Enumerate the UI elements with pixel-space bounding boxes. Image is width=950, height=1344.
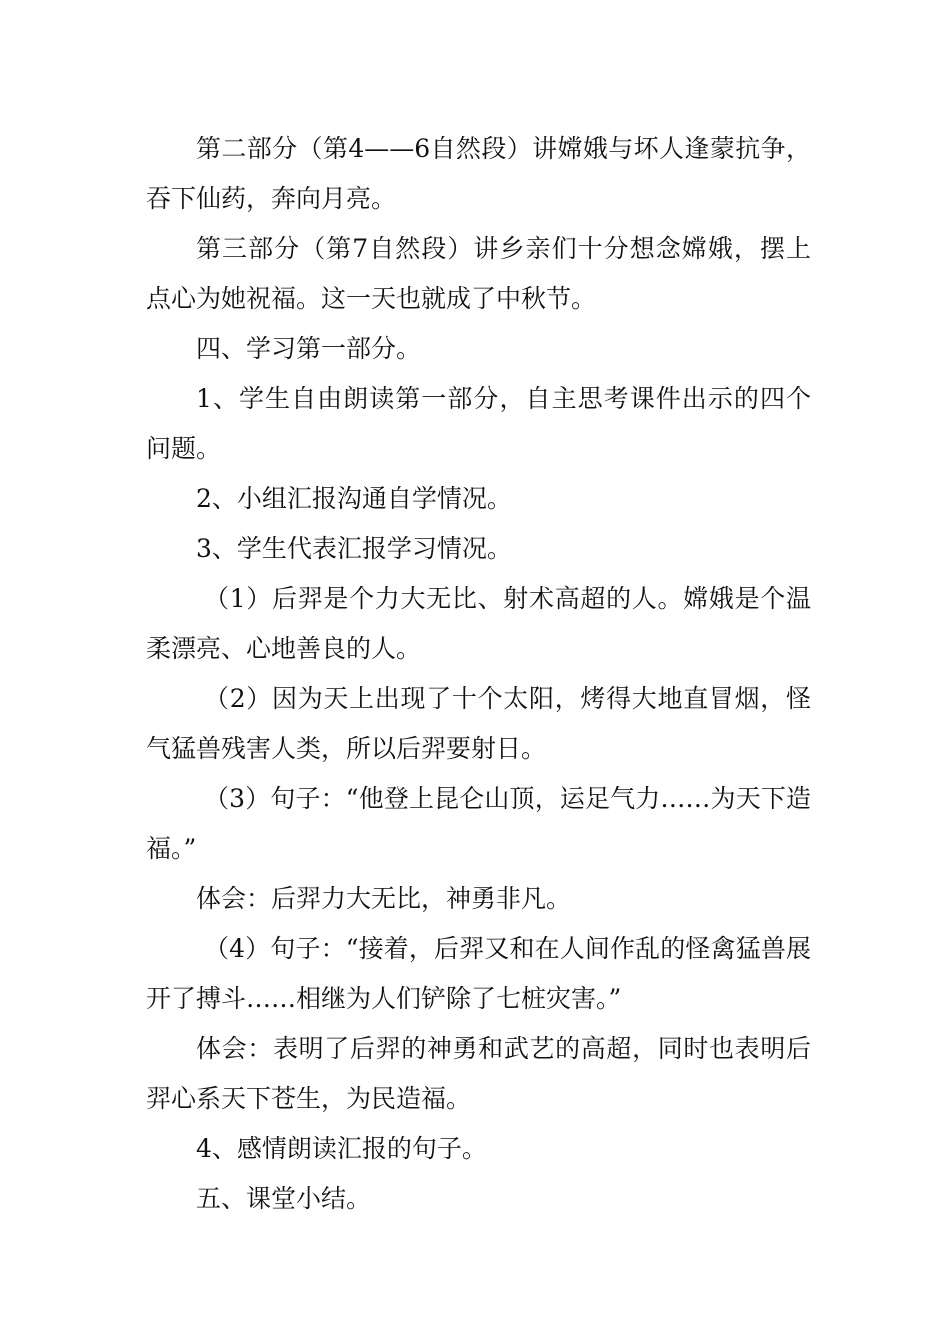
paragraph: 第二部分（第4——6自然段）讲嫦娥与坏人逢蒙抗争，吞下仙药，奔向月亮。 bbox=[146, 134, 811, 213]
paragraph: 4、感情朗读汇报的句子。 bbox=[196, 1134, 487, 1163]
paragraph: （4）句子：“接着，后羿又和在人间作乱的怪禽猛兽展开了搏斗……相继为人们铲除了七桩灾害。” bbox=[146, 934, 811, 1013]
paragraph: 四、学习第一部分。 bbox=[196, 334, 422, 363]
document-body bbox=[146, 124, 811, 1224]
paragraph: 2、小组汇报沟通自学情况。 bbox=[196, 484, 512, 513]
paragraph: 3、学生代表汇报学习情况。 bbox=[196, 534, 512, 563]
paragraph: 体会：表明了后羿的神勇和武艺的高超，同时也表明后羿心系天下苍生，为民造福。 bbox=[146, 1034, 811, 1113]
paragraph: （1）后羿是个力大无比、射术高超的人。嫦娥是个温柔漂亮、心地善良的人。 bbox=[146, 584, 811, 663]
paragraph: 五、课堂小结。 bbox=[196, 1184, 372, 1213]
paragraph: 1、学生自由朗读第一部分，自主思考课件出示的四个问题。 bbox=[146, 384, 811, 463]
paragraph: 第三部分（第7自然段）讲乡亲们十分想念嫦娥，摆上点心为她祝福。这一天也就成了中秋节。 bbox=[146, 234, 811, 313]
paragraph: 体会：后羿力大无比，神勇非凡。 bbox=[196, 884, 572, 913]
paragraph: （2）因为天上出现了十个太阳，烤得大地直冒烟，怪气猛兽残害人类，所以后羿要射日。 bbox=[146, 684, 811, 763]
paragraph: （3）句子：“他登上昆仑山顶，运足气力……为天下造福。” bbox=[146, 784, 811, 863]
